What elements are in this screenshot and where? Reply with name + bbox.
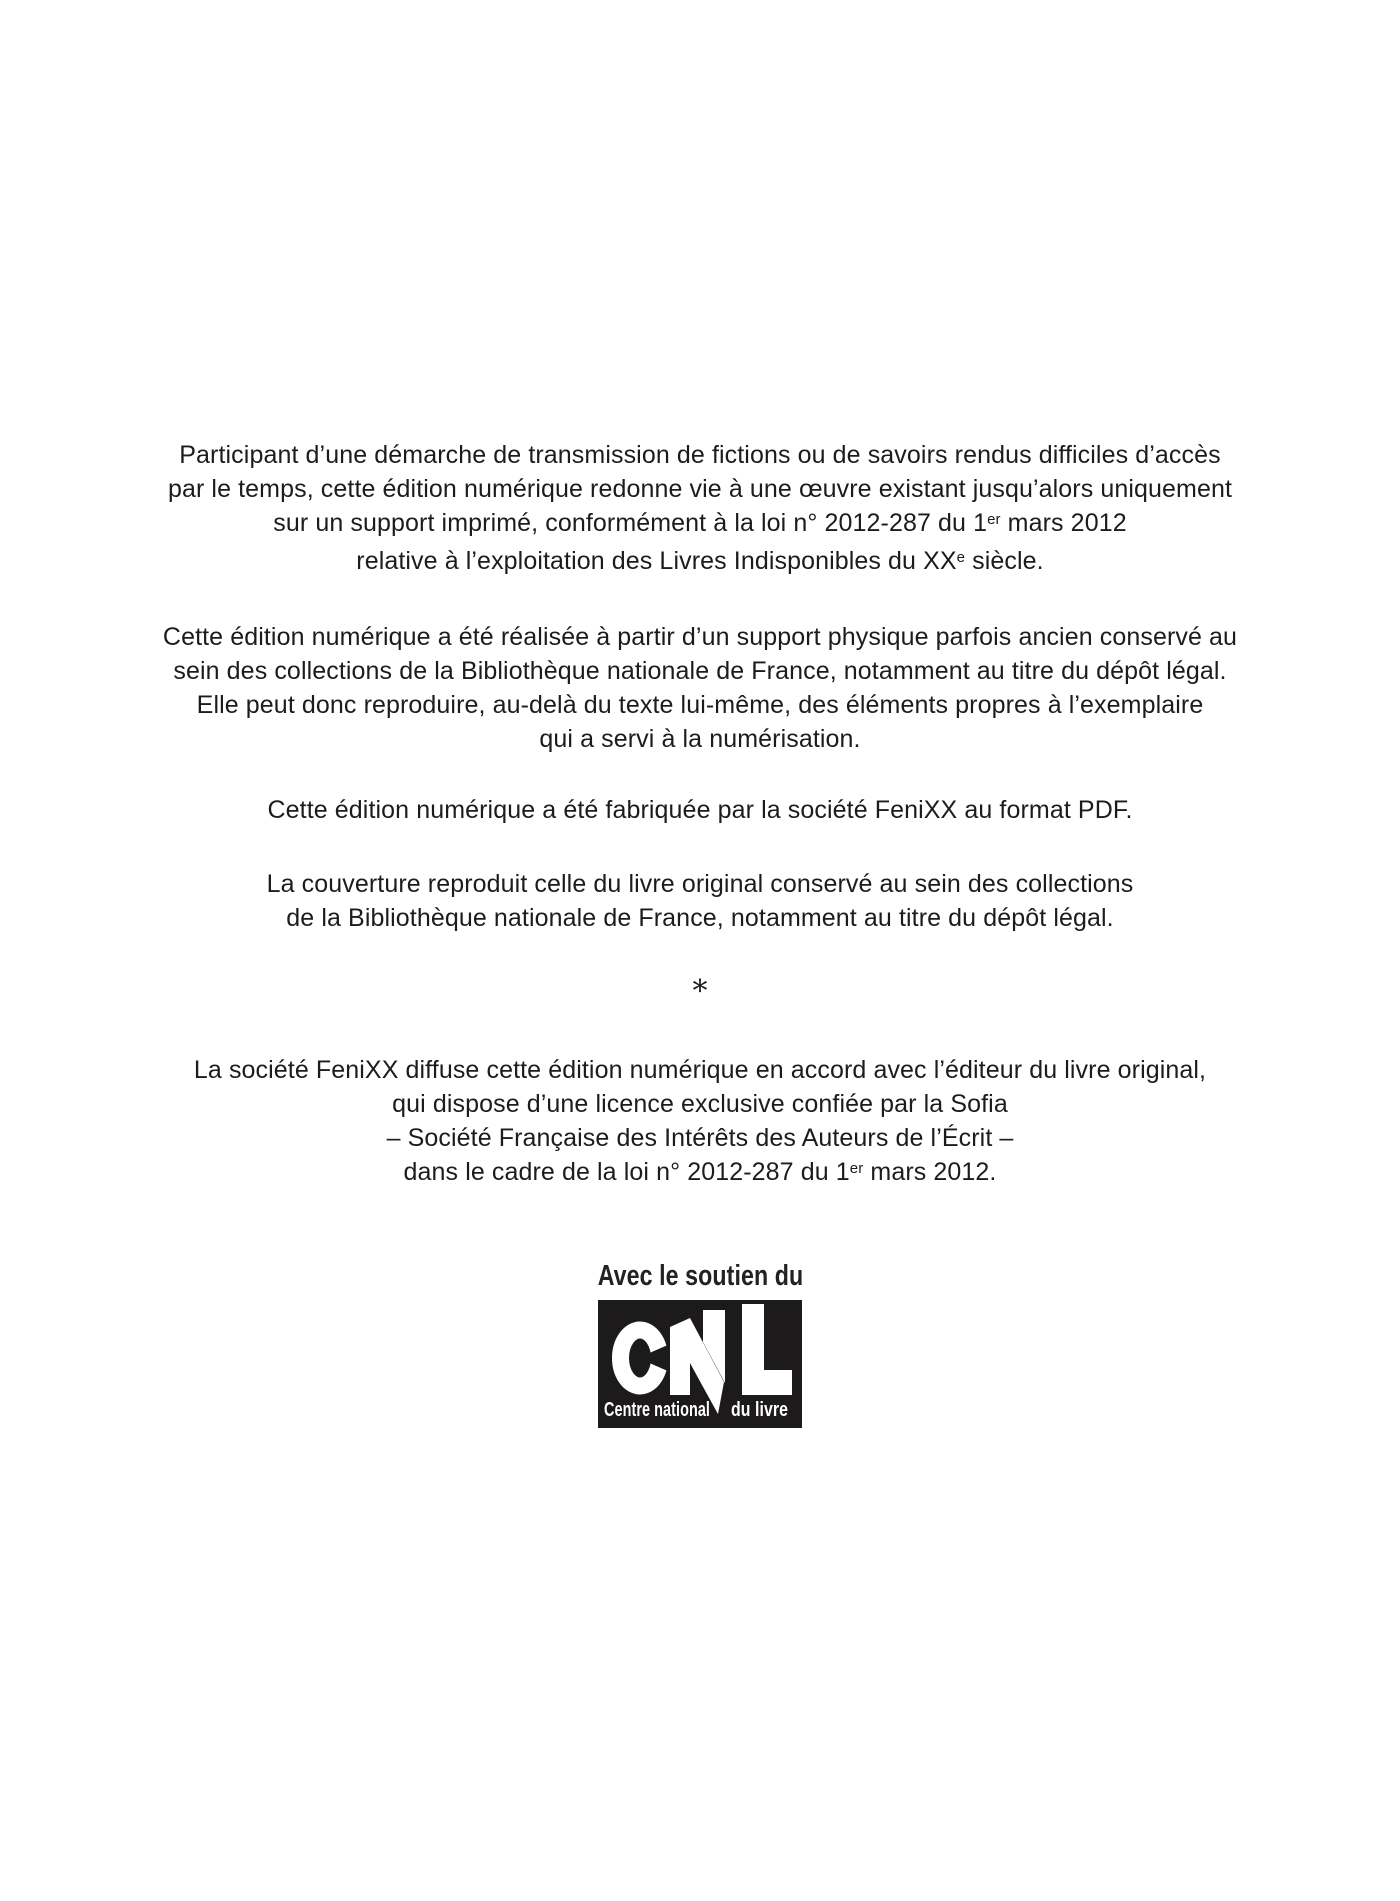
support-caption bbox=[70, 1261, 1330, 1291]
paragraph-bnf-source bbox=[70, 620, 1330, 756]
notice-line: La société FeniXX diffuse cette édition numérique en accord avec l’éditeur du livre original, bbox=[193, 1056, 1207, 1084]
notice-line: par le temps, cette édition numérique redonne vie à une œuvre existant jusqu’alors uniquement bbox=[167, 475, 1233, 503]
paragraph-fenixx-pdf bbox=[70, 793, 1330, 827]
line-text: dans le cadre de la loi n° 2012-287 du 1 bbox=[403, 1158, 850, 1186]
line-text: mars 2012 bbox=[1000, 509, 1127, 537]
notice-line bbox=[273, 509, 1126, 537]
cnl-logo-icon bbox=[598, 1300, 802, 1428]
notice-line: qui a servi à la numérisation. bbox=[539, 725, 861, 753]
notice-line: – Société Française des Intérêts des Auteurs de l’Écrit – bbox=[386, 1124, 1014, 1152]
line-text: siècle. bbox=[965, 547, 1044, 575]
paragraph-diffusion bbox=[70, 1053, 1330, 1193]
superscript: er bbox=[987, 511, 1001, 529]
notice-line bbox=[404, 1158, 997, 1186]
paragraph-cover bbox=[70, 867, 1330, 935]
notice-line: Elle peut donc reproduire, au-delà du texte lui-même, des éléments propres à l’exemplaire bbox=[196, 691, 1204, 719]
notice-line bbox=[356, 547, 1043, 575]
line-text: sur un support imprimé, conformément à la loi n° 2012-287 du 1 bbox=[273, 509, 988, 537]
cnl-wordmark-left: Centre national bbox=[604, 1399, 710, 1421]
notice-line: La couverture reproduit celle du livre original conservé au sein des collections bbox=[266, 870, 1134, 898]
cnl-wordmark-right: du livre bbox=[731, 1399, 788, 1421]
cnl-logo bbox=[70, 1300, 1330, 1428]
superscript: e bbox=[956, 549, 966, 567]
line-text: mars 2012. bbox=[863, 1158, 997, 1186]
line-text: relative à l’exploitation des Livres Indisponibles du XX bbox=[356, 547, 957, 575]
superscript: er bbox=[849, 1160, 864, 1178]
asterisk-separator: * bbox=[692, 974, 708, 1009]
paragraph-transmission bbox=[70, 438, 1330, 582]
notice-line: de la Bibliothèque nationale de France, notamment au titre du dépôt légal. bbox=[286, 904, 1114, 932]
edition-notice bbox=[70, 438, 1330, 1428]
notice-line: Cette édition numérique a été réalisée à partir d’un support physique parfois ancien conservé au bbox=[162, 623, 1238, 651]
support-caption-text: Avec le soutien du bbox=[597, 1260, 803, 1292]
notice-line: sein des collections de la Bibliothèque nationale de France, notamment au titre du dépôt légal. bbox=[173, 657, 1227, 685]
notice-line: qui dispose d’une licence exclusive confiée par la Sofia bbox=[392, 1090, 1008, 1118]
notice-line: Cette édition numérique a été fabriquée par la société FeniXX au format PDF. bbox=[267, 796, 1133, 824]
notice-line: Participant d’une démarche de transmission de fictions ou de savoirs rendus difficiles d’accès bbox=[179, 441, 1221, 469]
